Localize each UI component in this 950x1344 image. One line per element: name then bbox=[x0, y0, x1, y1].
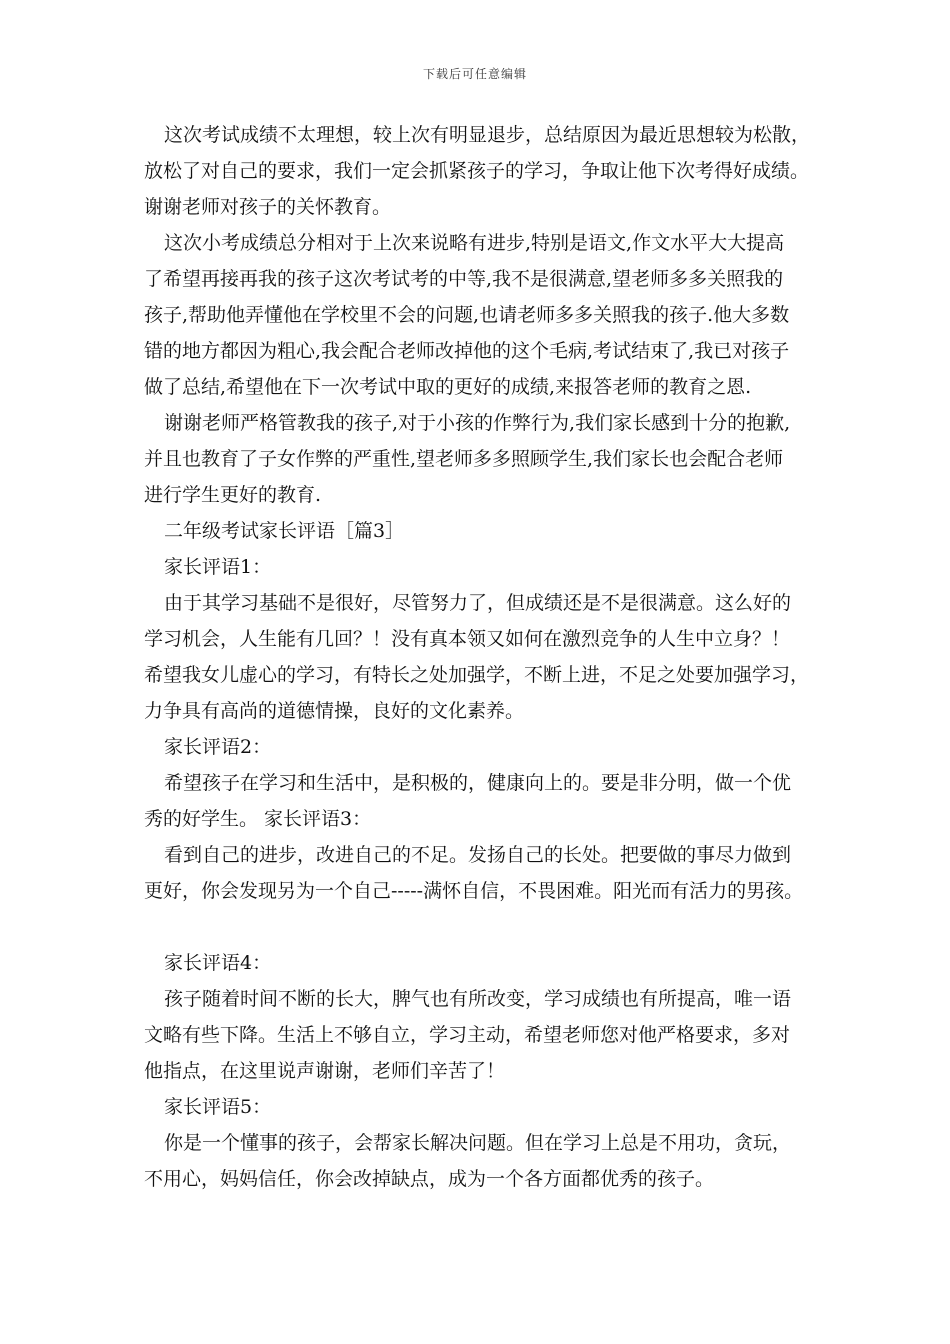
text-line: 秀的好学生。 家长评语3： bbox=[144, 808, 372, 830]
text-line: 孩子,帮助他弄懂他在学校里不会的问题,也请老师多多关照我的孩子.他大多数 bbox=[144, 304, 790, 326]
text-line: 这次考试成绩不太理想，较上次有明显退步，总结原因为最近思想较为松散， bbox=[164, 124, 811, 146]
text-line: 不用心，妈妈信任，你会改掉缺点，成为一个各方面都优秀的孩子。 bbox=[144, 1168, 715, 1190]
text-line: 家长评语2： bbox=[164, 736, 272, 758]
text-line: 了希望再接再我的孩子这次考试考的中等,我不是很满意,望老师多多关照我的 bbox=[144, 268, 784, 290]
text-line: 家长评语1： bbox=[164, 556, 272, 578]
text-line: 学习机会，人生能有几回？！没有真本领又如何在激烈竞争的人生中立身？！ bbox=[144, 628, 791, 650]
text-line: 放松了对自己的要求，我们一定会抓紧孩子的学习，争取让他下次考得好成绩。 bbox=[144, 160, 810, 182]
text-line: 并且也教育了子女作弊的严重性,望老师多多照顾学生,我们家长也会配合老师 bbox=[144, 448, 784, 470]
text-line: 错的地方都因为粗心,我会配合老师改掉他的这个毛病,考试结束了,我已对孩子 bbox=[144, 340, 790, 362]
text-line: 希望孩子在学习和生活中，是积极的，健康向上的。要是非分明，做一个优 bbox=[164, 772, 792, 794]
blank-line bbox=[144, 909, 824, 945]
text-line: 家长评语4： bbox=[164, 952, 272, 974]
text-line: 由于其学习基础不是很好，尽管努力了，但成绩还是不是很满意。这么好的 bbox=[164, 592, 792, 614]
text-line: 希望我女儿虚心的学习，有特长之处加强学，不断上进，不足之处要加强学习， bbox=[144, 664, 810, 686]
text-line: 他指点，在这里说声谢谢，老师们辛苦了！ bbox=[144, 1060, 506, 1082]
text-line: 孩子随着时间不断的长大，脾气也有所改变，学习成绩也有所提高，唯一语 bbox=[164, 988, 792, 1010]
text-line: 进行学生更好的教育. bbox=[144, 484, 322, 506]
text-line: 更好，你会发现另为一个自己-----满怀自信，不畏困难。阳光而有活力的男孩。 bbox=[144, 880, 804, 902]
text-line: 家长评语5： bbox=[164, 1096, 272, 1118]
text-line: 文略有些下降。生活上不够自立，学习主动，希望老师您对他严格要求，多对 bbox=[144, 1024, 791, 1046]
text-line: 谢谢老师严格管教我的孩子,对于小孩的作弊行为,我们家长感到十分的抱歉, bbox=[164, 412, 791, 434]
text-line: 力争具有高尚的道德情操，良好的文化素养。 bbox=[144, 700, 525, 722]
text-line: 谢谢老师对孩子的关怀教育。 bbox=[144, 196, 392, 218]
document-body bbox=[144, 117, 824, 1197]
text-line: 做了总结,希望他在下一次考试中取的更好的成绩,来报答老师的教育之恩. bbox=[144, 376, 752, 398]
page-header: 下载后可任意编辑 bbox=[422, 67, 527, 81]
text-line: 二年级考试家长评语［篇3］ bbox=[164, 520, 405, 542]
text-line: 这次小考成绩总分相对于上次来说略有进步,特别是语文,作文水平大大提高 bbox=[164, 232, 785, 254]
text-line: 看到自己的进步，改进自己的不足。发扬自己的长处。把要做的事尽力做到 bbox=[164, 844, 792, 866]
text-line: 你是一个懂事的孩子，会帮家长解决问题。但在学习上总是不用功，贪玩， bbox=[164, 1132, 792, 1154]
